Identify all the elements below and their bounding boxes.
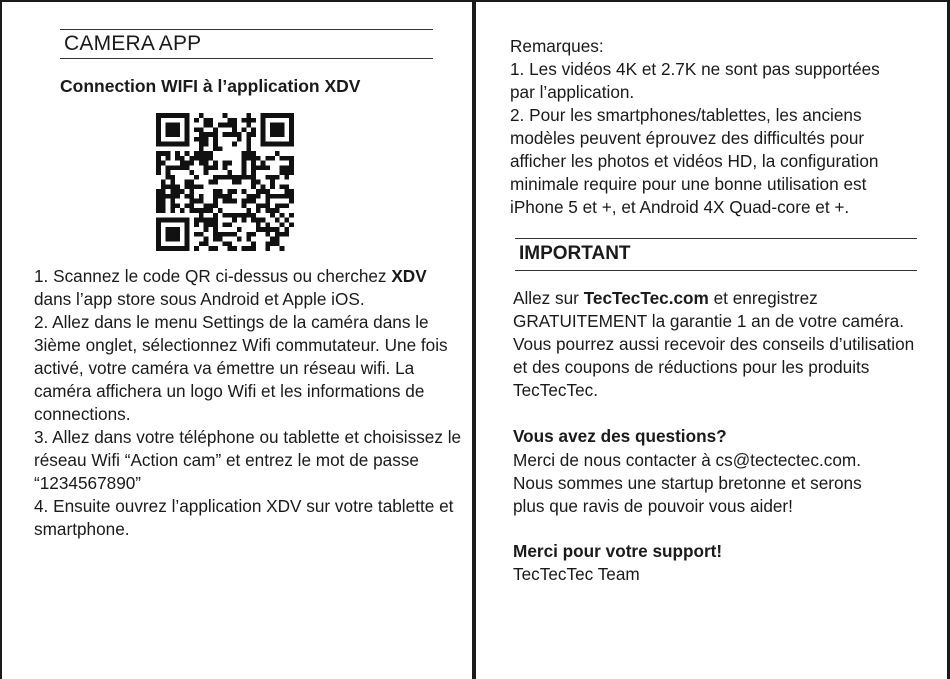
instruction-step-3: 3. Allez dans votre téléphone ou tablette et choisissez le réseau Wifi “Action cam” et entrez le mot de passe “1234567890” [34,427,462,493]
section-title: CAMERA APP [64,32,202,55]
title-rule-bottom [60,58,433,59]
important-heading: IMPORTANT [519,243,631,264]
important-text-start: Allez sur [513,288,584,308]
team-signature: TecTecTec Team [513,564,640,584]
important-paragraph [513,287,933,402]
important-text-end: et enregistrez GRATUITEMENT la garantie 1 an de votre caméra. Vous pourrez aussi recevoir des conseils d’utilisation et des coupons de réductions pour les produits TecTecTec. [513,288,915,400]
instructions-list [34,265,464,541]
wifi-subtitle: Connection WIFI à l’application XDV [60,76,361,96]
instruction-step-1 [34,265,464,311]
page-border-left [0,0,2,679]
questions-heading: Vous avez des questions? [513,426,727,446]
remarks-block: Remarques: 1. Les vidéos 4K et 2.7K ne sont pas supportées par l’application. 2. Pour les smartphones/tablettes, les anciens modèles peuvent éprouvez des difficultés pour afficher les photos et vidéos HD, la configuration minimale require pour une bonne utilisation est iPhone 5 et +, et Android 4X Quad-core et +. [510,36,880,217]
step1-text-start: 1. Scannez le code QR ci-dessus ou cherchez [34,266,392,286]
thanks-heading: Merci pour votre support! [513,541,723,561]
title-rule-top [60,29,433,30]
important-rule-bottom [515,270,917,271]
step1-text-end: dans l’app store sous Android et Apple iOS. [34,289,365,309]
website-link: TecTecTec.com [583,288,709,308]
instruction-step-4: 4. Ensuite ouvrez l’application XDV sur votre tablette et smartphone. [34,496,454,539]
questions-paragraph: Merci de nous contacter à cs@tectectec.com. Nous sommes une startup bretonne et serons plus que ravis de pouvoir vous aider! [513,450,862,516]
instruction-step-2: 2. Allez dans le menu Settings de la caméra dans le 3ième onglet, sélectionnez Wifi commutateur. Une fois activé, votre caméra va émettre un réseau wifi. La caméra affichera un logo Wifi et les informations de connections. [34,312,448,424]
qr-code-icon [156,113,294,251]
center-divider [472,0,476,679]
important-rule-top [515,238,917,239]
app-name: XDV [391,266,427,286]
